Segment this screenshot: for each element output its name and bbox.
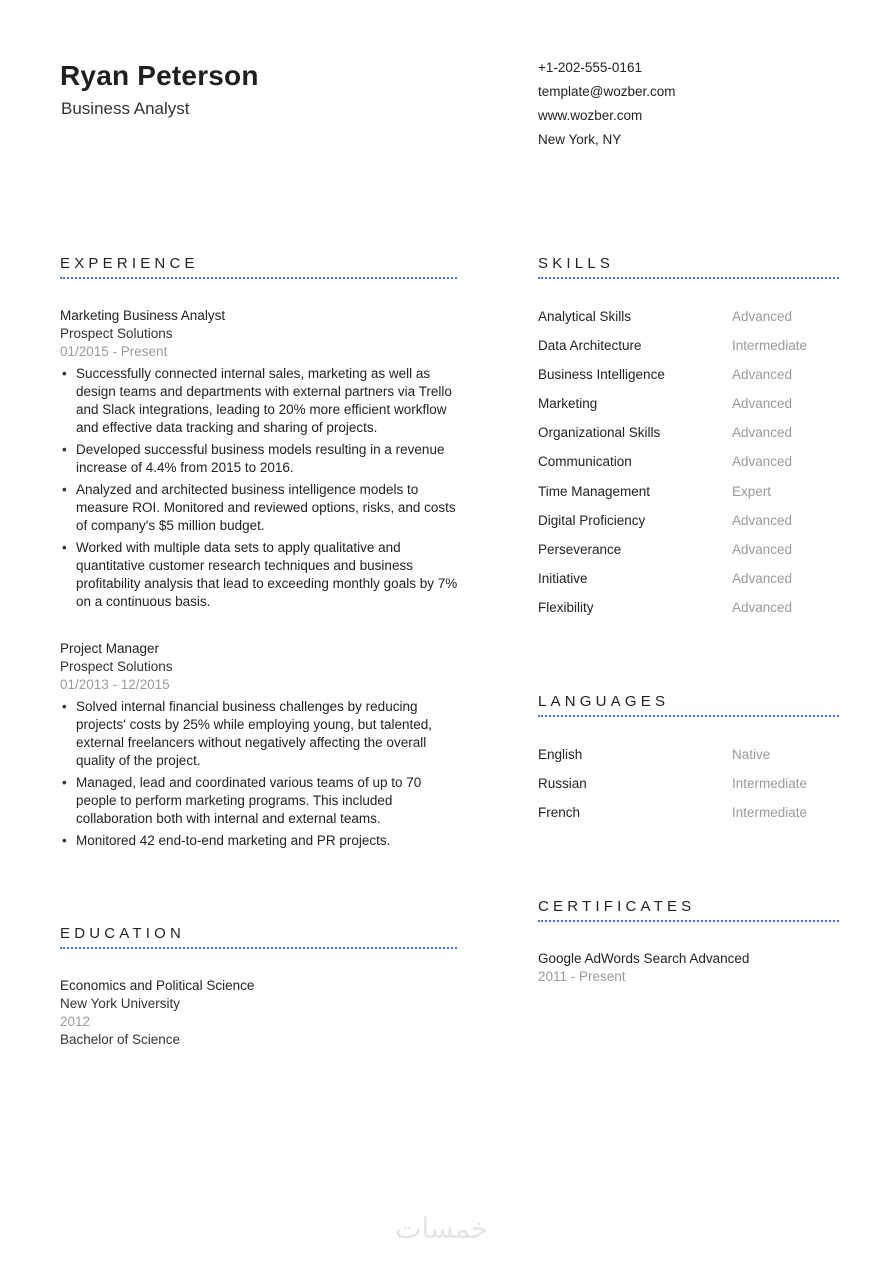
language-row bbox=[538, 775, 838, 804]
experience-item bbox=[60, 307, 460, 615]
language-row bbox=[538, 746, 838, 775]
candidate-name: Ryan Peterson bbox=[60, 60, 259, 91]
skills-list bbox=[538, 308, 838, 628]
language-name: French bbox=[538, 805, 581, 821]
skill-row bbox=[538, 453, 838, 482]
contact-info bbox=[538, 60, 676, 156]
job-bullet: • Worked with multiple data sets to apply qualitative and quantitative customer research techniques and business profitability analysis that lead to exceeding monthly goals by 7% on a continuous basis. bbox=[60, 539, 460, 611]
skill-name: Time Management bbox=[538, 483, 651, 499]
job-bullet: • Analyzed and architected business intelligence models to measure ROI. Monitored and reviewed options, risks, and costs of company's $5 million budget. bbox=[60, 481, 460, 535]
skills-divider bbox=[538, 277, 839, 279]
certificates-heading: CERTIFICATES bbox=[538, 898, 696, 915]
language-row bbox=[538, 804, 838, 833]
skill-row bbox=[538, 395, 838, 424]
job-title: Marketing Business Analyst bbox=[60, 308, 226, 323]
skill-name: Business Intelligence bbox=[538, 367, 665, 383]
skill-row bbox=[538, 599, 838, 628]
job-dates: 01/2015 - Present bbox=[60, 344, 168, 359]
education-item bbox=[60, 977, 254, 1049]
skill-level: Advanced bbox=[732, 425, 793, 441]
experience-item bbox=[60, 640, 460, 854]
language-level: Intermediate bbox=[732, 805, 808, 821]
job-title: Project Manager bbox=[60, 641, 160, 656]
skill-level: Advanced bbox=[732, 570, 793, 586]
job-bullet: • Developed successful business models resulting in a revenue increase of 4.4% from 2015 to 2016. bbox=[60, 441, 460, 477]
job-company: Prospect Solutions bbox=[60, 659, 173, 674]
skill-name: Digital Proficiency bbox=[538, 512, 646, 528]
contact-email: template@wozber.com bbox=[538, 84, 676, 99]
language-name: English bbox=[538, 747, 583, 762]
skills-heading: SKILLS bbox=[538, 255, 615, 272]
education-school: New York University bbox=[60, 996, 181, 1011]
contact-website: www.wozber.com bbox=[538, 108, 643, 123]
skill-level: Advanced bbox=[732, 512, 793, 528]
skill-row bbox=[538, 308, 838, 337]
certificate-item bbox=[538, 950, 749, 986]
skill-level: Advanced bbox=[732, 396, 793, 412]
skill-name: Initiative bbox=[538, 570, 588, 586]
skill-row bbox=[538, 570, 838, 599]
skill-level: Intermediate bbox=[732, 338, 808, 354]
languages-list bbox=[538, 746, 838, 833]
job-bullets bbox=[60, 365, 460, 611]
skill-row bbox=[538, 366, 838, 395]
skill-level: Expert bbox=[732, 483, 772, 499]
languages-divider bbox=[538, 715, 839, 717]
skill-name: Communication bbox=[538, 454, 632, 470]
language-level: Native bbox=[732, 747, 771, 762]
job-company: Prospect Solutions bbox=[60, 326, 173, 341]
skill-row bbox=[538, 424, 838, 453]
job-bullet: • Managed, lead and coordinated various teams of up to 70 people to perform marketing programs. This included collaboration both with internal and external teams. bbox=[60, 774, 460, 828]
skill-name: Organizational Skills bbox=[538, 425, 661, 441]
education-level: Bachelor of Science bbox=[60, 1032, 181, 1047]
job-bullet: • Solved internal financial business challenges by reducing projects' costs by 25% while employing young, but talented, external freelancers without negatively affecting the overall quality of the project. bbox=[60, 698, 460, 770]
contact-location: New York, NY bbox=[538, 132, 622, 147]
skill-level: Advanced bbox=[732, 309, 793, 324]
job-bullet: • Successfully connected internal sales, marketing as well as design teams and departments with external partners via Trello and Slack integrations, leading to 20% more efficient workflow and effective data tracking and sharing of projects. bbox=[60, 365, 460, 437]
skill-name: Perseverance bbox=[538, 541, 622, 557]
contact-phone: +1-202-555-0161 bbox=[538, 60, 642, 75]
certificate-dates: 2011 - Present bbox=[538, 969, 626, 984]
language-name: Russian bbox=[538, 776, 587, 792]
skill-row bbox=[538, 512, 838, 541]
skill-level: Advanced bbox=[732, 541, 793, 557]
skill-name: Data Architecture bbox=[538, 338, 642, 354]
skill-level: Advanced bbox=[732, 454, 793, 470]
certificates-divider bbox=[538, 920, 839, 922]
job-dates: 01/2013 - 12/2015 bbox=[60, 677, 170, 692]
skill-row bbox=[538, 541, 838, 570]
skill-row bbox=[538, 337, 838, 366]
certificate-name: Google AdWords Search Advanced bbox=[538, 951, 750, 966]
skill-level: Advanced bbox=[732, 367, 793, 383]
education-degree: Economics and Political Science bbox=[60, 978, 255, 993]
skill-row bbox=[538, 483, 838, 512]
skill-level: Advanced bbox=[732, 599, 793, 615]
skill-name: Analytical Skills bbox=[538, 309, 632, 324]
job-bullet: • Monitored 42 end-to-end marketing and PR projects. bbox=[60, 832, 460, 850]
experience-divider bbox=[60, 277, 457, 279]
experience-heading: EXPERIENCE bbox=[60, 255, 199, 272]
education-heading: EDUCATION bbox=[60, 925, 186, 942]
education-year: 2012 bbox=[60, 1014, 91, 1029]
languages-heading: LANGUAGES bbox=[538, 693, 670, 710]
skill-name: Flexibility bbox=[538, 599, 594, 615]
watermark-logo: خمسات bbox=[395, 1212, 489, 1245]
candidate-title: Business Analyst bbox=[61, 99, 190, 118]
job-bullets bbox=[60, 698, 460, 850]
skill-name: Marketing bbox=[538, 396, 598, 412]
language-level: Intermediate bbox=[732, 776, 808, 792]
education-divider bbox=[60, 947, 457, 949]
